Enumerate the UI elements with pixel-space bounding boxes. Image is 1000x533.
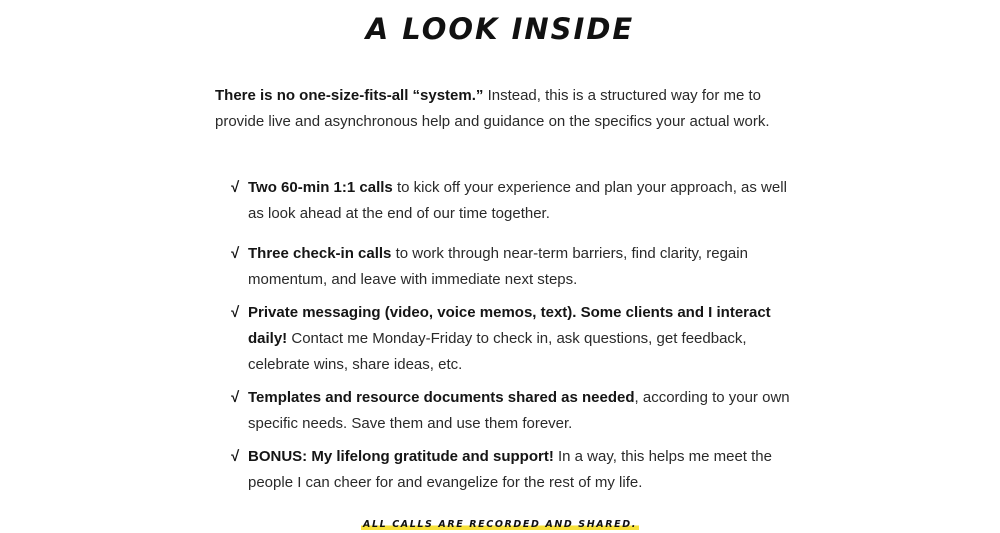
intro-text: Instead, this is a structured way for me to provide live and asynchronous help and guidance on the specifics your actual work. [215,87,770,130]
list-item [231,385,791,437]
list-item-bold-text: BONUS: My lifelong gratitude and support! [248,448,554,465]
checkmark-icon: √ [231,179,240,196]
list-item-text: to work through near-term barriers, find clarity, regain momentum, and leave with immediate next steps. [248,245,748,288]
list-item-text: Contact me Monday-Friday to check in, ask questions, get feedback, celebrate wins, share ideas, etc. [248,330,747,373]
footer-note-wrapper [0,514,1000,532]
section-title: A LOOK INSIDE [365,12,635,46]
feature-list [231,175,791,496]
intro-bold-text: There is no one-size-fits-all “system.” [215,87,484,104]
footer-note-highlighted: ALL CALLS ARE RECORDED AND SHARED. [363,519,637,530]
intro-paragraph [215,83,785,135]
list-item-bold-text: Templates and resource documents shared as needed [248,389,635,406]
checkmark-icon: √ [231,304,240,321]
list-item [231,175,791,227]
list-item-bold-text: Private messaging (video, voice memos, text). Some clients and I interact daily! [248,304,771,347]
list-item [231,241,791,293]
checkmark-icon: √ [231,389,240,406]
list-item-text: , according to your own specific needs. Save them and use them forever. [248,389,790,432]
list-item [231,444,791,496]
list-item-text: to kick off your experience and plan your approach, as well as look ahead at the end of our time together. [248,179,787,222]
list-item-bold-text: Two 60-min 1:1 calls [248,179,393,196]
checkmark-icon: √ [231,448,240,465]
list-item-bold-text: Three check-in calls [248,245,392,262]
checkmark-icon: √ [231,245,240,262]
list-item [231,300,791,378]
list-item-text: In a way, this helps me meet the people I can cheer for and evangelize for the rest of my life. [248,448,772,491]
